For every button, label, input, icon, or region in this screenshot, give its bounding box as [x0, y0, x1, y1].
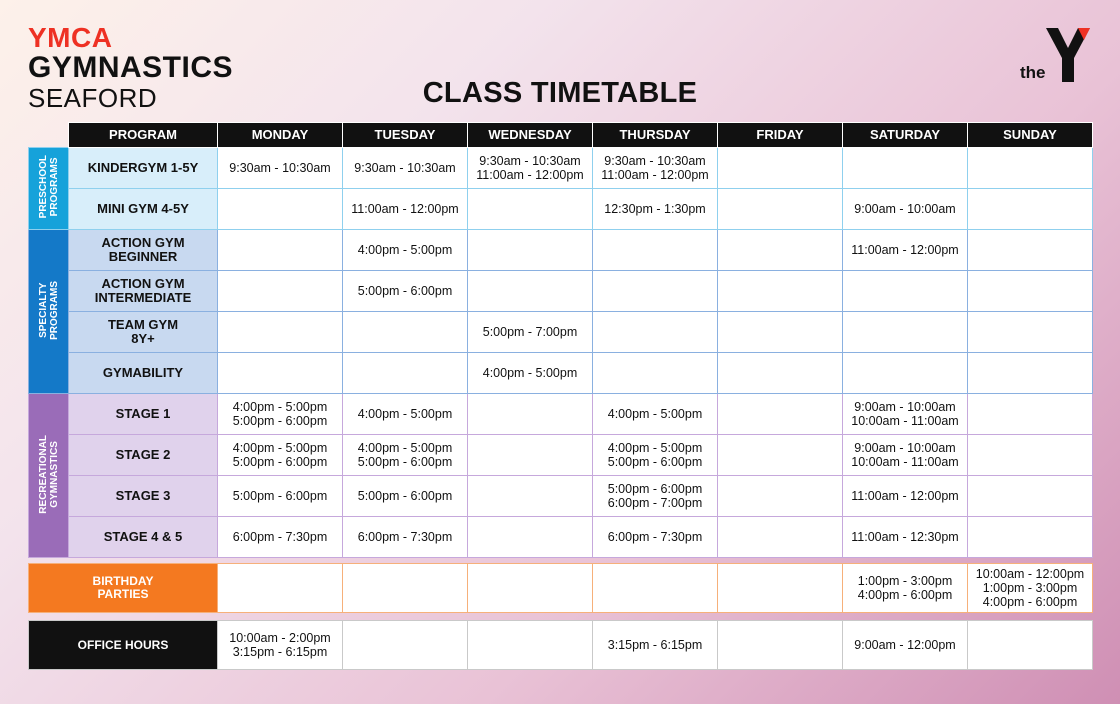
- slot-saturday: [843, 353, 968, 394]
- slot-wednesday: [468, 435, 593, 476]
- slot-saturday: 9:00am - 10:00am 10:00am - 11:00am: [843, 435, 968, 476]
- slot-thursday: [593, 312, 718, 353]
- slot-friday: [718, 394, 843, 435]
- office-hours-slot-sunday: [968, 621, 1093, 670]
- program-name: MINI GYM 4-5Y: [69, 189, 218, 230]
- slot-monday: 5:00pm - 6:00pm: [218, 476, 343, 517]
- brand-ymca: YMCA: [28, 22, 113, 53]
- table-row: [29, 312, 1093, 353]
- program-name: TEAM GYM 8Y+: [69, 312, 218, 353]
- program-name: GYMABILITY: [69, 353, 218, 394]
- slot-saturday: [843, 312, 968, 353]
- preschool-programs-group-label: [29, 148, 69, 230]
- header-spacer: [29, 123, 69, 148]
- slot-friday: [718, 476, 843, 517]
- slot-tuesday: 4:00pm - 5:00pm: [343, 230, 468, 271]
- group-label-text: PRESCHOOL PROGRAMS: [37, 155, 60, 219]
- slot-thursday: 12:30pm - 1:30pm: [593, 189, 718, 230]
- slot-saturday: 9:00am - 10:00am: [843, 189, 968, 230]
- header-sunday: SUNDAY: [968, 123, 1093, 148]
- table-row: [29, 476, 1093, 517]
- the-y-logo-icon: [1018, 24, 1098, 84]
- office-hours-slot-tuesday: [343, 621, 468, 670]
- table-row: [29, 517, 1093, 558]
- slot-saturday: [843, 271, 968, 312]
- header-friday: FRIDAY: [718, 123, 843, 148]
- slot-friday: [718, 517, 843, 558]
- slot-monday: [218, 353, 343, 394]
- program-name: STAGE 3: [69, 476, 218, 517]
- office-hours-slot-thursday: 3:15pm - 6:15pm: [593, 621, 718, 670]
- slot-monday: [218, 230, 343, 271]
- slot-friday: [718, 230, 843, 271]
- slot-thursday: [593, 353, 718, 394]
- slot-tuesday: 4:00pm - 5:00pm: [343, 394, 468, 435]
- slot-saturday: [843, 148, 968, 189]
- slot-wednesday: [468, 517, 593, 558]
- slot-wednesday: 5:00pm - 7:00pm: [468, 312, 593, 353]
- program-name: STAGE 1: [69, 394, 218, 435]
- program-name: STAGE 4 & 5: [69, 517, 218, 558]
- header-saturday: SATURDAY: [843, 123, 968, 148]
- brand-gymnastics: GYMNASTICS: [28, 51, 234, 84]
- slot-sunday: [968, 353, 1093, 394]
- slot-wednesday: 4:00pm - 5:00pm: [468, 353, 593, 394]
- birthday-parties-slot-thursday: [593, 564, 718, 613]
- slot-thursday: 6:00pm - 7:30pm: [593, 517, 718, 558]
- slot-friday: [718, 148, 843, 189]
- slot-sunday: [968, 230, 1093, 271]
- program-name: ACTION GYM INTERMEDIATE: [69, 271, 218, 312]
- slot-tuesday: 5:00pm - 6:00pm: [343, 476, 468, 517]
- slot-wednesday: [468, 271, 593, 312]
- slot-sunday: [968, 271, 1093, 312]
- page-title: CLASS TIMETABLE: [422, 77, 698, 109]
- birthday-parties-slot-wednesday: [468, 564, 593, 613]
- slot-sunday: [968, 189, 1093, 230]
- office-hours-slot-monday: 10:00am - 2:00pm 3:15pm - 6:15pm: [218, 621, 343, 670]
- slot-friday: [718, 271, 843, 312]
- slot-monday: [218, 312, 343, 353]
- slot-wednesday: [468, 230, 593, 271]
- slot-monday: 4:00pm - 5:00pm 5:00pm - 6:00pm: [218, 435, 343, 476]
- birthday-parties-label: BIRTHDAY PARTIES: [29, 564, 218, 613]
- timetable: [28, 122, 1093, 670]
- slot-thursday: [593, 230, 718, 271]
- program-name: STAGE 2: [69, 435, 218, 476]
- birthday-parties-slot-sunday: 10:00am - 12:00pm 1:00pm - 3:00pm 4:00pm - 6:00pm: [968, 564, 1093, 613]
- slot-thursday: 5:00pm - 6:00pm 6:00pm - 7:00pm: [593, 476, 718, 517]
- slot-wednesday: [468, 476, 593, 517]
- slot-thursday: [593, 271, 718, 312]
- table-row: [29, 148, 1093, 189]
- header-program: PROGRAM: [69, 123, 218, 148]
- slot-thursday: 4:00pm - 5:00pm 5:00pm - 6:00pm: [593, 435, 718, 476]
- office-hours-slot-wednesday: [468, 621, 593, 670]
- slot-thursday: 9:30am - 10:30am 11:00am - 12:00pm: [593, 148, 718, 189]
- recreational-gymnastics-group-label: [29, 394, 69, 558]
- slot-monday: 9:30am - 10:30am: [218, 148, 343, 189]
- slot-saturday: 11:00am - 12:30pm: [843, 517, 968, 558]
- slot-friday: [718, 312, 843, 353]
- group-label-text: RECREATIONAL GYMNASTICS: [37, 434, 60, 514]
- header-thursday: THURSDAY: [593, 123, 718, 148]
- slot-sunday: [968, 435, 1093, 476]
- slot-saturday: 11:00am - 12:00pm: [843, 230, 968, 271]
- office-hours-slot-friday: [718, 621, 843, 670]
- slot-tuesday: 11:00am - 12:00pm: [343, 189, 468, 230]
- slot-tuesday: 9:30am - 10:30am: [343, 148, 468, 189]
- brand-location: SEAFORD: [28, 83, 158, 113]
- slot-wednesday: 9:30am - 10:30am 11:00am - 12:00pm: [468, 148, 593, 189]
- slot-tuesday: [343, 353, 468, 394]
- table-row: [29, 189, 1093, 230]
- slot-tuesday: [343, 312, 468, 353]
- table-row: [29, 230, 1093, 271]
- slot-wednesday: [468, 189, 593, 230]
- row-spacer: [29, 613, 1093, 621]
- birthday-parties-row: [29, 564, 1093, 613]
- header-wednesday: WEDNESDAY: [468, 123, 593, 148]
- program-name: ACTION GYM BEGINNER: [69, 230, 218, 271]
- birthday-parties-slot-saturday: 1:00pm - 3:00pm 4:00pm - 6:00pm: [843, 564, 968, 613]
- slot-friday: [718, 189, 843, 230]
- slot-saturday: 9:00am - 10:00am 10:00am - 11:00am: [843, 394, 968, 435]
- program-name: KINDERGYM 1-5Y: [69, 148, 218, 189]
- specialty-programs-group-label: [29, 230, 69, 394]
- header-row: [29, 123, 1093, 148]
- office-hours-label: OFFICE HOURS: [29, 621, 218, 670]
- slot-monday: 4:00pm - 5:00pm 5:00pm - 6:00pm: [218, 394, 343, 435]
- slot-tuesday: 5:00pm - 6:00pm: [343, 271, 468, 312]
- slot-friday: [718, 435, 843, 476]
- header-monday: MONDAY: [218, 123, 343, 148]
- slot-sunday: [968, 517, 1093, 558]
- slot-sunday: [968, 148, 1093, 189]
- spacer-cell: [29, 613, 1093, 621]
- slot-wednesday: [468, 394, 593, 435]
- table-row: [29, 353, 1093, 394]
- slot-tuesday: 6:00pm - 7:30pm: [343, 517, 468, 558]
- birthday-parties-slot-tuesday: [343, 564, 468, 613]
- table-row: [29, 394, 1093, 435]
- slot-monday: 6:00pm - 7:30pm: [218, 517, 343, 558]
- slot-sunday: [968, 394, 1093, 435]
- birthday-parties-slot-friday: [718, 564, 843, 613]
- slot-monday: [218, 189, 343, 230]
- office-hours-slot-saturday: 9:00am - 12:00pm: [843, 621, 968, 670]
- slot-thursday: 4:00pm - 5:00pm: [593, 394, 718, 435]
- office-hours-row: [29, 621, 1093, 670]
- group-label-text: SPECIALTY PROGRAMS: [37, 280, 60, 340]
- logo-the-text: the: [1020, 63, 1046, 82]
- slot-sunday: [968, 312, 1093, 353]
- slot-sunday: [968, 476, 1093, 517]
- table-row: [29, 271, 1093, 312]
- table-row: [29, 435, 1093, 476]
- birthday-parties-slot-monday: [218, 564, 343, 613]
- header-tuesday: TUESDAY: [343, 123, 468, 148]
- slot-monday: [218, 271, 343, 312]
- slot-saturday: 11:00am - 12:00pm: [843, 476, 968, 517]
- slot-friday: [718, 353, 843, 394]
- slot-tuesday: 4:00pm - 5:00pm 5:00pm - 6:00pm: [343, 435, 468, 476]
